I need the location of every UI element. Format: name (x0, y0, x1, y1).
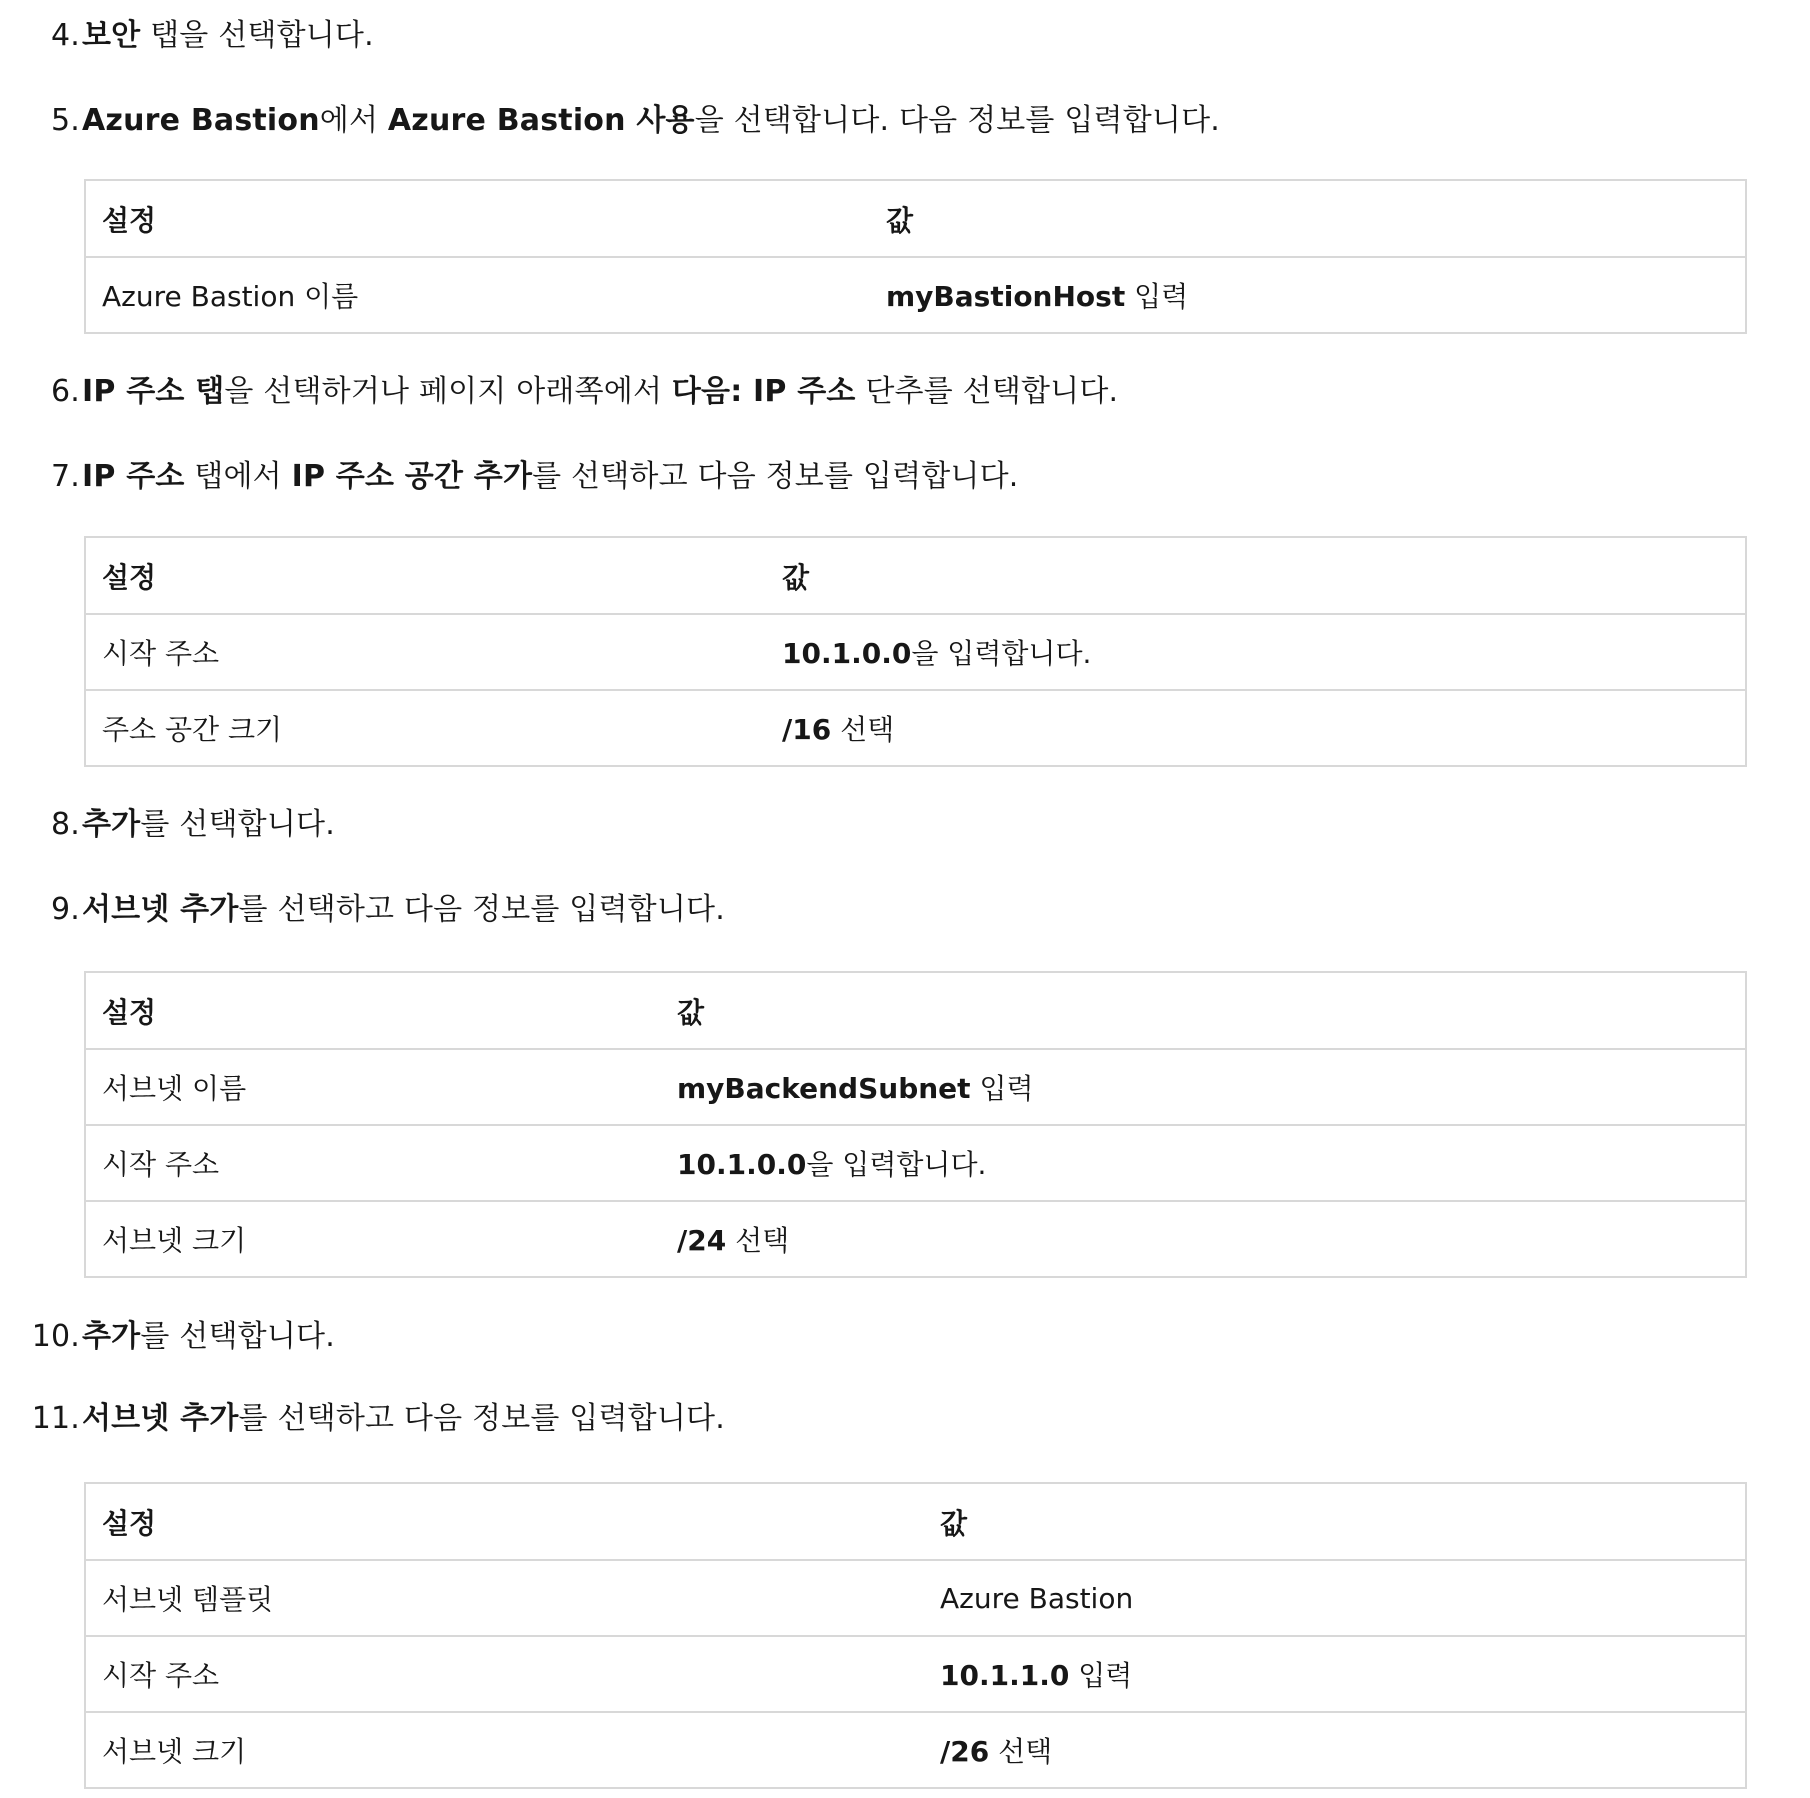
step-number: 10. (31, 1319, 80, 1354)
step-text: 을 선택하거나 페이지 아래쪽에서 (224, 374, 672, 409)
header-setting: 설정 (102, 560, 157, 594)
settings-table-backend-subnet (84, 971, 1747, 1278)
table-row (86, 1711, 1745, 1787)
step-number: 7. (50, 459, 80, 494)
value-bold: myBackendSubnet (677, 1072, 971, 1105)
settings-table-bastion (84, 179, 1747, 334)
header-value: 값 (782, 560, 810, 594)
step-text: 를 선택하고 다음 정보를 입력합니다. (238, 892, 725, 927)
setting-cell: 주소 공간 크기 (102, 713, 283, 746)
value-cell (886, 275, 1188, 315)
table-row (86, 1048, 1745, 1124)
table-row (86, 1635, 1745, 1711)
setting-cell: 시작 주소 (102, 637, 220, 670)
value-cell (940, 1582, 1133, 1615)
settings-table-address-space (84, 536, 1747, 767)
value-text: 선택 (989, 1735, 1053, 1768)
step-text: 를 선택하고 다음 정보를 입력합니다. (532, 459, 1019, 494)
step-text-bold: Azure Bastion (82, 103, 320, 138)
value-cell (677, 1067, 1034, 1107)
table-header-row (86, 538, 1745, 613)
value-bold: 10.1.1.0 (940, 1659, 1070, 1692)
step-number: 6. (50, 374, 80, 409)
value-cell (677, 1219, 789, 1259)
value-cell (940, 1730, 1052, 1770)
value-bold: /26 (940, 1735, 990, 1768)
step-text-bold: 서브넷 추가 (82, 1401, 239, 1436)
table-row (86, 613, 1745, 689)
step-number: 5. (50, 103, 80, 138)
step-text: 탭에서 (184, 459, 292, 494)
value-text: 입력 (970, 1072, 1034, 1105)
table-row (86, 1559, 1745, 1635)
value-bold: 10.1.0.0 (677, 1148, 807, 1181)
value-text: 을 입력합니다. (806, 1148, 987, 1181)
step-text-bold: IP 주소 탭 (82, 374, 225, 409)
step-number: 9. (50, 892, 80, 927)
step-text: 를 선택합니다. (140, 807, 335, 842)
table-header-row (86, 1484, 1745, 1559)
step-8 (0, 801, 335, 849)
value-text: 입력 (1125, 280, 1189, 313)
value-text: Azure Bastion (940, 1581, 1134, 1615)
setting-cell: 서브넷 템플릿 (102, 1583, 274, 1616)
step-6 (0, 368, 1118, 416)
step-text-bold: 다음: IP 주소 (671, 374, 856, 409)
step-text-bold: IP 주소 공간 추가 (291, 459, 533, 494)
value-cell (782, 708, 894, 748)
setting-cell: 서브넷 크기 (102, 1224, 247, 1257)
value-cell (677, 1143, 986, 1183)
table-row (86, 1200, 1745, 1276)
step-text: 탭을 선택합니다. (140, 18, 374, 53)
table-row (86, 689, 1745, 765)
step-text-bold: 보안 (82, 18, 141, 53)
table-row (86, 256, 1745, 332)
step-9 (0, 886, 725, 934)
step-text: 단추를 선택합니다. (855, 374, 1119, 409)
step-text: 을 선택합니다. 다음 정보를 입력합니다. (694, 103, 1220, 138)
step-text-bold: IP 주소 (82, 459, 185, 494)
step-text-bold: 추가 (82, 807, 141, 842)
setting-cell: Azure Bastion 이름 (102, 280, 359, 313)
value-bold: /16 (782, 713, 832, 746)
setting-cell: 서브넷 크기 (102, 1735, 247, 1768)
header-value: 값 (886, 203, 914, 237)
step-7 (0, 453, 1019, 501)
value-text: 선택 (831, 713, 895, 746)
step-4 (0, 12, 374, 60)
setting-cell: 시작 주소 (102, 1659, 220, 1692)
header-value: 값 (677, 995, 705, 1029)
setting-cell: 서브넷 이름 (102, 1072, 247, 1105)
value-cell (940, 1654, 1132, 1694)
step-number: 8. (50, 807, 80, 842)
setting-cell: 시작 주소 (102, 1148, 220, 1181)
value-text: 입력 (1069, 1659, 1133, 1692)
step-11 (0, 1395, 725, 1443)
step-10 (0, 1313, 335, 1361)
value-bold: 10.1.0.0 (782, 637, 912, 670)
value-cell (782, 632, 1091, 672)
value-text: 을 입력합니다. (911, 637, 1092, 670)
step-text-bold: 추가 (82, 1319, 141, 1354)
value-bold: myBastionHost (886, 280, 1126, 313)
value-text: 선택 (726, 1224, 790, 1257)
header-setting: 설정 (102, 1506, 157, 1540)
step-text: 를 선택하고 다음 정보를 입력합니다. (238, 1401, 725, 1436)
step-5 (0, 97, 1220, 145)
step-text: 에서 (319, 103, 388, 138)
step-text: 를 선택합니다. (140, 1319, 335, 1354)
header-setting: 설정 (102, 203, 157, 237)
step-text-bold: 서브넷 추가 (82, 892, 239, 927)
settings-table-bastion-subnet (84, 1482, 1747, 1789)
table-header-row (86, 973, 1745, 1048)
step-number: 11. (31, 1401, 80, 1436)
table-header-row (86, 181, 1745, 256)
header-value: 값 (940, 1506, 968, 1540)
header-setting: 설정 (102, 995, 157, 1029)
value-bold: /24 (677, 1224, 727, 1257)
table-row (86, 1124, 1745, 1200)
step-number: 4. (50, 18, 80, 53)
step-text-bold: Azure Bastion 사용 (387, 103, 695, 138)
